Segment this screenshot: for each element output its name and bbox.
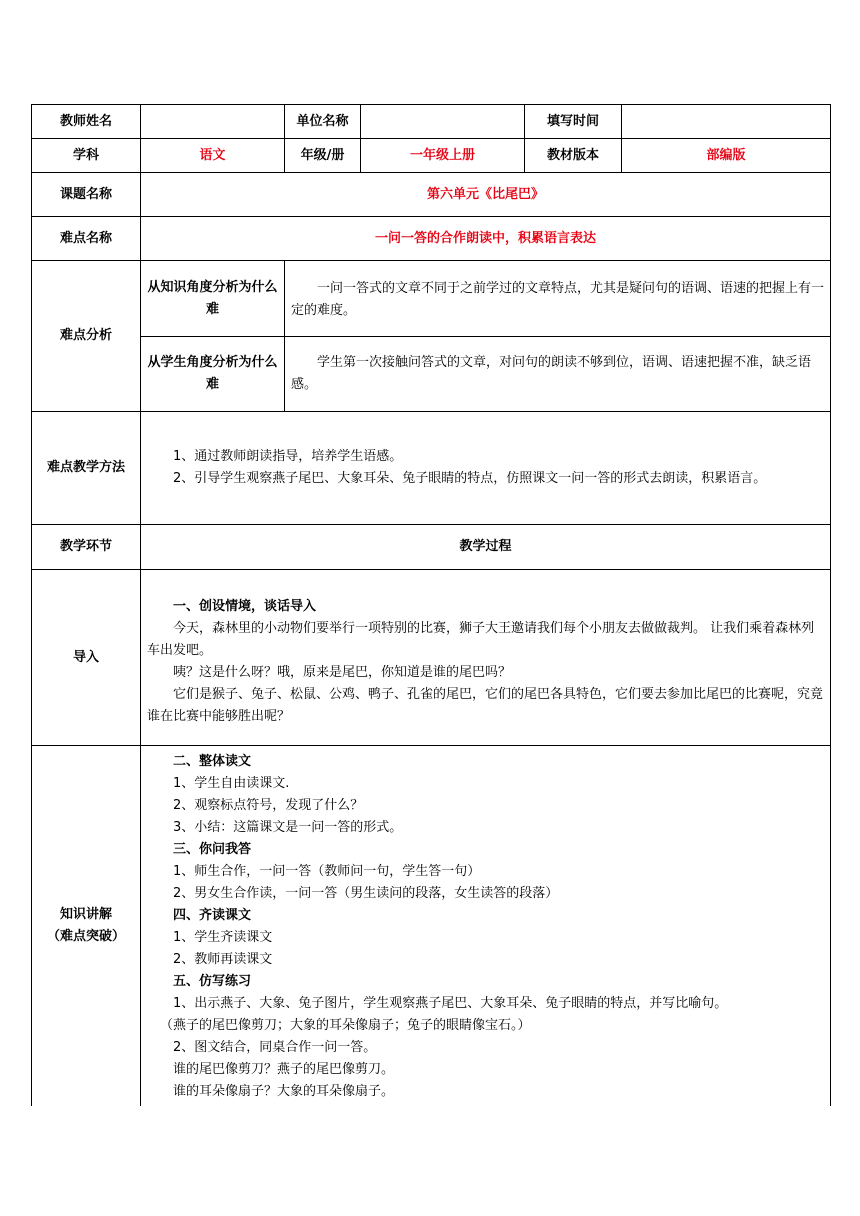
lecture-label-cell	[32, 746, 141, 1106]
lesson-plan-table	[31, 104, 831, 1106]
lecture-step-2-2: 2、观察标点符号，发现了什么？	[173, 797, 364, 813]
method-label: 难点教学方法	[32, 412, 141, 525]
grade-value: 一年级上册	[361, 139, 525, 173]
time-label: 填写时间	[525, 105, 622, 139]
lesson-plan-sheet	[31, 104, 830, 1106]
lecture-step-2-3: 3、小结：这篇课文是一问一答的形式。	[173, 819, 403, 835]
lecture-heading-3: 三、你问我答	[173, 841, 252, 857]
grade-label: 年级/册	[285, 139, 361, 173]
lecture-row	[32, 746, 831, 1106]
knowledge-text-cell	[285, 261, 831, 337]
knowledge-label: 从知识角度分析为什么难	[141, 261, 285, 337]
lecture-step-5-4: 谁的耳朵像扇子？大象的耳朵像扇子。	[173, 1083, 395, 1099]
lecture-step-4-2: 2、教师再读课文	[173, 951, 273, 967]
difficulty-label: 难点名称	[32, 217, 141, 261]
lecture-step-2-1: 1、学生自由读课文.	[173, 775, 290, 791]
edition-value: 部编版	[622, 139, 831, 173]
student-text: 学生第一次接触问答式的文章，对问句的朗读不够到位，语调、语速把握不准，缺乏语感。	[291, 355, 812, 392]
process-header-row	[32, 525, 831, 570]
intro-paragraph-1: 今天，森林里的小动物们要举行一项特别的比赛，狮子大王邀请我们每个小朋友去做做裁判。 让我们乘着森林列车出发吧。	[147, 621, 815, 658]
lecture-label-line-2: （难点突破）	[46, 928, 125, 944]
intro-label: 导入	[32, 570, 141, 746]
process-header: 教学过程	[141, 525, 831, 570]
difficulty-value: 一问一答的合作朗读中，积累语言表达	[141, 217, 831, 261]
lecture-heading-2: 二、整体读文	[173, 753, 252, 769]
intro-paragraph-3: 它们是猴子、兔子、松鼠、公鸡、鸭子、孔雀的尾巴，它们的尾巴各具特色，它们要去参加比尾巴的比赛呢，究竟谁在比赛中能够胜出呢？	[147, 687, 824, 724]
lecture-cell	[141, 746, 831, 1106]
method-line-2: 2、引导学生观察燕子尾巴、大象耳朵、兔子眼睛的特点，仿照课文一问一答的形式去朗读，积累语言。	[173, 471, 767, 486]
edition-label: 教材版本	[525, 139, 622, 173]
lecture-step-5-3: 谁的尾巴像剪刀？燕子的尾巴像剪刀。	[173, 1061, 395, 1077]
subject-value: 语文	[141, 139, 285, 173]
teacher-value	[141, 105, 285, 139]
topic-row	[32, 173, 831, 217]
stage-header: 教学环节	[32, 525, 141, 570]
method-row	[32, 412, 831, 525]
lecture-heading-4: 四、齐读课文	[173, 907, 252, 923]
method-cell	[141, 412, 831, 525]
intro-row	[32, 570, 831, 746]
header-row	[32, 105, 831, 139]
unit-value	[361, 105, 525, 139]
lecture-step-5-1: 1、出示燕子、大象、兔子图片，学生观察燕子尾巴、大象耳朵、兔子眼睛的特点，并写比喻句。	[173, 995, 728, 1011]
student-text-cell	[285, 337, 831, 412]
lecture-heading-5: 五、仿写练习	[173, 973, 252, 989]
unit-label: 单位名称	[285, 105, 361, 139]
lecture-step-5-1b: （燕子的尾巴像剪刀；大象的耳朵像扇子；兔子的眼睛像宝石。）	[160, 1017, 531, 1033]
analysis-row-student	[32, 337, 831, 412]
time-value	[622, 105, 831, 139]
lecture-step-4-1: 1、学生齐读课文	[173, 929, 273, 945]
method-line-1: 1、通过教师朗读指导，培养学生语感。	[173, 449, 403, 464]
analysis-label: 难点分析	[32, 261, 141, 412]
lecture-label-line-1: 知识讲解	[59, 906, 112, 922]
analysis-row-knowledge	[32, 261, 831, 337]
difficulty-row	[32, 217, 831, 261]
intro-cell	[141, 570, 831, 746]
lecture-step-5-2: 2、图文结合，同桌合作一问一答。	[173, 1039, 377, 1055]
lecture-step-3-2: 2、男女生合作读，一问一答（男生读问的段落，女生读答的段落）	[173, 885, 559, 901]
topic-value: 第六单元《比尾巴》	[141, 173, 831, 217]
intro-paragraph-2: 咦？这是什么呀？哦，原来是尾巴，你知道是谁的尾巴吗？	[173, 665, 512, 680]
lecture-step-3-1: 1、师生合作，一问一答（教师问一句，学生答一句）	[173, 863, 481, 879]
teacher-label: 教师姓名	[32, 105, 141, 139]
student-label: 从学生角度分析为什么难	[141, 337, 285, 412]
subject-label: 学科	[32, 139, 141, 173]
topic-label: 课题名称	[32, 173, 141, 217]
intro-heading: 一、创设情境，谈话导入	[173, 599, 317, 614]
knowledge-text: 一问一答式的文章不同于之前学过的文章特点，尤其是疑问句的语调、语速的把握上有一定的难度。	[291, 280, 825, 318]
meta-row	[32, 139, 831, 173]
